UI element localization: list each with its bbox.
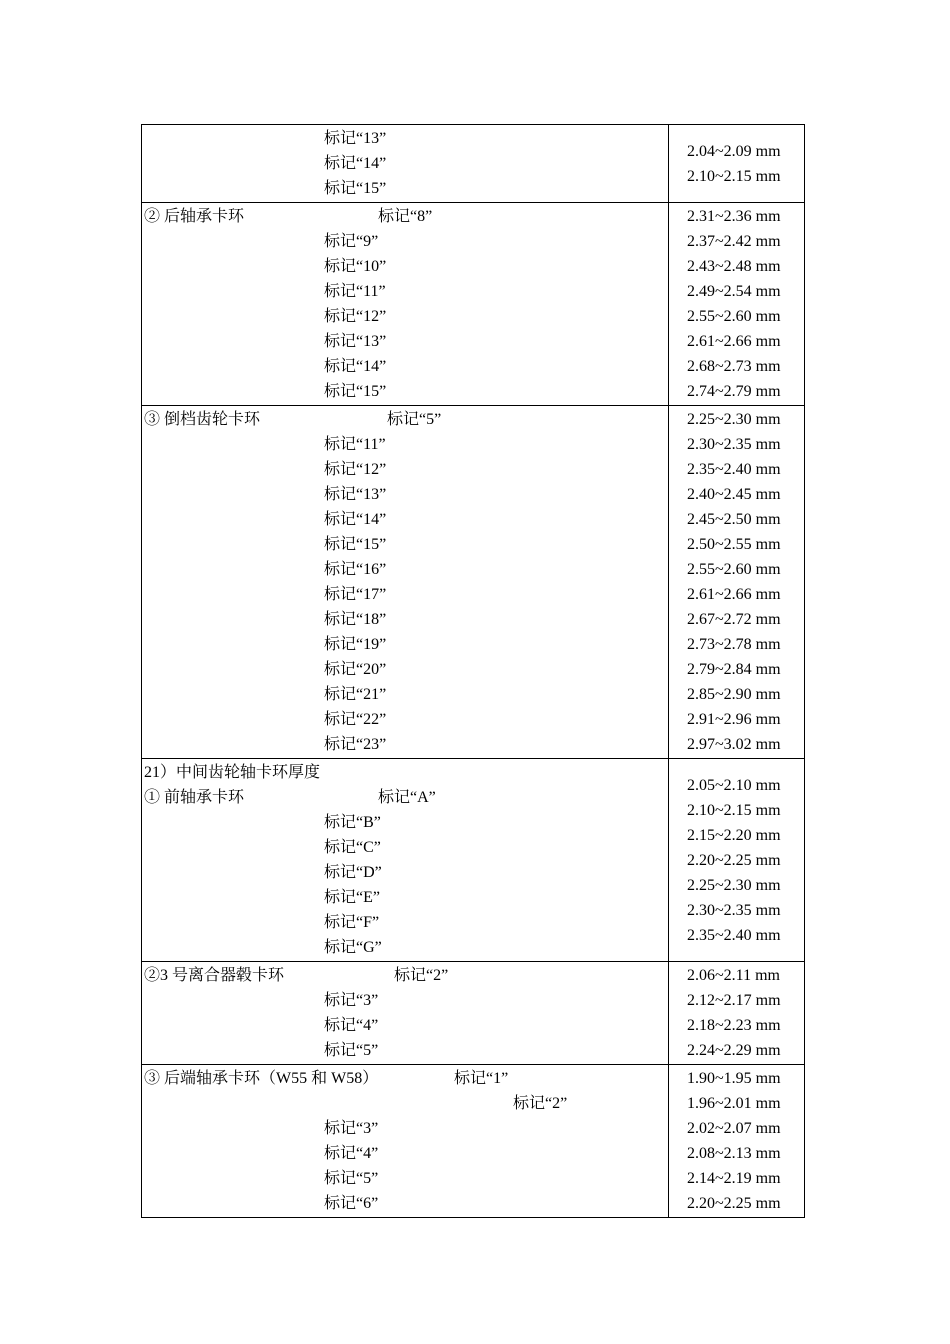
thickness-value: 2.04~2.09 mm — [687, 142, 781, 160]
spec-table — [141, 124, 805, 1218]
item-line — [142, 229, 668, 254]
item-line — [142, 1166, 668, 1191]
item-line — [142, 176, 668, 201]
item-line — [142, 910, 668, 935]
thickness-value: 2.12~2.17 mm — [687, 992, 781, 1009]
mark-label: 标记“4” — [324, 1145, 379, 1162]
thickness-value: 2.30~2.35 mm — [687, 436, 781, 453]
item-line — [142, 632, 668, 657]
mark-label: 标记“14” — [324, 358, 387, 375]
mark-label: 标记“17” — [324, 586, 387, 603]
thickness-value: 2.15~2.20 mm — [687, 826, 781, 844]
item-line — [142, 682, 668, 707]
item-line — [142, 379, 668, 404]
table-section — [142, 125, 804, 202]
table-section — [142, 1064, 804, 1217]
thickness-value: 2.91~2.96 mm — [687, 711, 781, 728]
thickness-value: 2.06~2.11 mm — [687, 967, 780, 984]
mark-label: 标记“1” — [454, 1070, 509, 1087]
thickness-value: 2.20~2.25 mm — [687, 851, 781, 869]
thickness-value: 2.61~2.66 mm — [687, 586, 781, 603]
mark-label: 标记“D” — [324, 864, 382, 881]
thickness-value: 2.08~2.13 mm — [687, 1145, 781, 1162]
thickness-value: 2.50~2.55 mm — [687, 536, 781, 553]
thickness-value: 2.67~2.72 mm — [687, 611, 781, 628]
thickness-value: 2.14~2.19 mm — [687, 1170, 781, 1187]
thickness-value: 2.18~2.23 mm — [687, 1017, 781, 1034]
item-label: ③ 倒档齿轮卡环 — [144, 411, 261, 428]
item-line — [142, 432, 668, 457]
item-line — [142, 988, 668, 1013]
item-line — [142, 785, 668, 810]
mark-label: 标记“21” — [324, 686, 387, 703]
mark-label: 标记“E” — [324, 889, 380, 906]
item-line — [142, 1013, 668, 1038]
item-line — [142, 1038, 668, 1063]
item-line — [142, 582, 668, 607]
item-line — [142, 810, 668, 835]
thickness-value: 2.37~2.42 mm — [687, 233, 781, 250]
mark-label: 标记“3” — [324, 1120, 379, 1137]
item-cell — [142, 1065, 669, 1217]
item-line — [142, 329, 668, 354]
thickness-value: 2.02~2.07 mm — [687, 1120, 781, 1137]
mark-label: 标记“A” — [378, 789, 436, 806]
thickness-value: 2.61~2.66 mm — [687, 333, 781, 350]
mark-label: 标记“15” — [324, 536, 387, 553]
thickness-value: 2.20~2.25 mm — [687, 1195, 781, 1212]
item-line — [142, 607, 668, 632]
item-label: ② 后轴承卡环 — [144, 208, 245, 225]
value-cell — [669, 125, 804, 202]
thickness-value: 2.10~2.15 mm — [687, 167, 781, 185]
thickness-value: 2.30~2.35 mm — [687, 901, 781, 919]
mark-label: 标记“10” — [324, 258, 387, 275]
mark-label: 标记“F” — [324, 914, 380, 931]
thickness-value: 2.05~2.10 mm — [687, 776, 781, 794]
thickness-value: 2.85~2.90 mm — [687, 686, 781, 703]
thickness-value: 2.79~2.84 mm — [687, 661, 781, 678]
item-line — [142, 151, 668, 176]
thickness-value: 1.96~2.01 mm — [687, 1095, 781, 1112]
item-line — [142, 407, 668, 432]
mark-label: 标记“13” — [324, 130, 387, 147]
mark-label: 标记“18” — [324, 611, 387, 628]
thickness-value: 2.35~2.40 mm — [687, 461, 781, 478]
mark-label: 标记“22” — [324, 711, 387, 728]
value-cell — [669, 203, 804, 405]
table-section — [142, 758, 804, 961]
item-line — [142, 126, 668, 151]
thickness-value: 2.24~2.29 mm — [687, 1042, 781, 1059]
thickness-value: 2.55~2.60 mm — [687, 308, 781, 325]
item-line — [142, 532, 668, 557]
mark-label: 标记“4” — [324, 1017, 379, 1034]
mark-label: 标记“13” — [324, 333, 387, 350]
item-cell — [142, 203, 669, 405]
item-line — [142, 835, 668, 860]
mark-label: 标记“14” — [324, 511, 387, 528]
item-line — [142, 657, 668, 682]
item-line — [142, 1091, 668, 1116]
thickness-value: 2.43~2.48 mm — [687, 258, 781, 275]
mark-label: 标记“20” — [324, 661, 387, 678]
value-cell — [669, 406, 804, 758]
thickness-value: 2.10~2.15 mm — [687, 801, 781, 819]
item-cell — [142, 962, 669, 1064]
mark-label: 标记“2” — [394, 967, 449, 984]
mark-label: 标记“G” — [324, 939, 382, 956]
thickness-value: 2.97~3.02 mm — [687, 736, 781, 753]
thickness-value: 2.35~2.40 mm — [687, 926, 781, 944]
mark-label: 标记“6” — [324, 1195, 379, 1212]
thickness-value: 2.25~2.30 mm — [687, 876, 781, 894]
item-line — [142, 935, 668, 960]
mark-label: 标记“11” — [324, 436, 386, 453]
item-line — [142, 254, 668, 279]
item-line — [142, 507, 668, 532]
mark-label: 标记“12” — [324, 308, 387, 325]
mark-label: 标记“2” — [513, 1095, 568, 1112]
value-cell — [669, 759, 804, 961]
item-line — [142, 1141, 668, 1166]
thickness-value: 2.40~2.45 mm — [687, 486, 781, 503]
mark-label: 标记“16” — [324, 561, 387, 578]
thickness-value: 2.31~2.36 mm — [687, 208, 781, 225]
item-line — [142, 1066, 668, 1091]
mark-label: 标记“14” — [324, 155, 387, 172]
mark-label: 标记“5” — [324, 1042, 379, 1059]
mark-label: 标记“5” — [324, 1170, 379, 1187]
table-section — [142, 202, 804, 405]
mark-label: 标记“C” — [324, 839, 381, 856]
table-section — [142, 961, 804, 1064]
mark-label: 标记“11” — [324, 283, 386, 300]
value-cell — [669, 962, 804, 1064]
item-label: ① 前轴承卡环 — [144, 789, 245, 806]
mark-label: 标记“15” — [324, 180, 387, 197]
mark-label: 标记“15” — [324, 383, 387, 400]
item-line — [142, 860, 668, 885]
item-line — [142, 279, 668, 304]
mark-label: 标记“19” — [324, 636, 387, 653]
mark-label: 标记“3” — [324, 992, 379, 1009]
item-line — [142, 1191, 668, 1216]
item-line — [142, 557, 668, 582]
item-line — [142, 304, 668, 329]
mark-label: 标记“12” — [324, 461, 387, 478]
thickness-value: 2.45~2.50 mm — [687, 511, 781, 528]
thickness-value: 2.25~2.30 mm — [687, 411, 781, 428]
item-line — [142, 732, 668, 757]
thickness-value: 1.90~1.95 mm — [687, 1070, 781, 1087]
item-line — [142, 1116, 668, 1141]
mark-label: 标记“23” — [324, 736, 387, 753]
item-label: 21）中间齿轮轴卡环厚度 — [144, 764, 321, 781]
mark-label: 标记“13” — [324, 486, 387, 503]
item-cell — [142, 125, 669, 202]
item-label: ②3 号离合器毂卡环 — [144, 967, 285, 984]
item-line — [142, 707, 668, 732]
thickness-value: 2.74~2.79 mm — [687, 383, 781, 400]
item-line — [142, 354, 668, 379]
item-line — [142, 963, 668, 988]
mark-label: 标记“5” — [387, 411, 442, 428]
item-line — [142, 457, 668, 482]
item-cell — [142, 759, 669, 961]
item-label: ③ 后端轴承卡环（W55 和 W58） — [144, 1070, 379, 1087]
value-cell — [669, 1065, 804, 1217]
item-cell — [142, 406, 669, 758]
mark-label: 标记“9” — [324, 233, 379, 250]
thickness-value: 2.49~2.54 mm — [687, 283, 781, 300]
item-line — [142, 482, 668, 507]
mark-label: 标记“8” — [378, 208, 433, 225]
thickness-value: 2.55~2.60 mm — [687, 561, 781, 578]
mark-label: 标记“B” — [324, 814, 381, 831]
item-line — [142, 760, 668, 785]
table-section — [142, 405, 804, 758]
thickness-value: 2.68~2.73 mm — [687, 358, 781, 375]
item-line — [142, 204, 668, 229]
thickness-value: 2.73~2.78 mm — [687, 636, 781, 653]
item-line — [142, 885, 668, 910]
